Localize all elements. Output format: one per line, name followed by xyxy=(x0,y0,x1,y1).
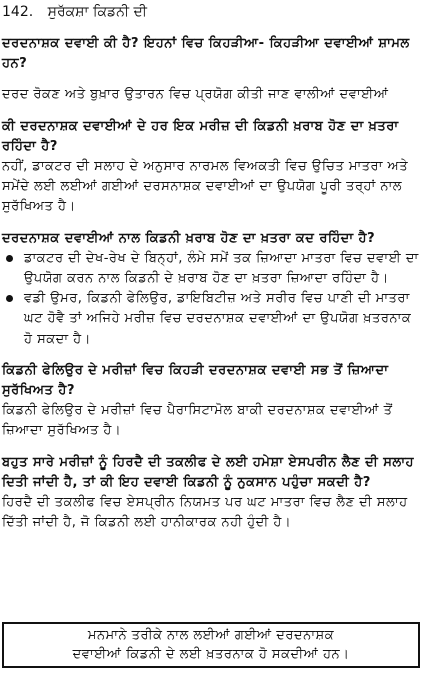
question-1: ਦਰਦਨਾਸ਼ਕ ਦਵਾਈ ਕੀ ਹੈ? ਇਹਨਾਂ ਵਿਚ ਕਿਹੜੀਆ- ਕਿਹੜੀਆ ਦਵਾਈਆਂ ਸ਼ਾਮਲ ਹਨ? xyxy=(2,36,410,72)
callout-line-2: ਦਵਾਈਆਂ ਕਿਡਨੀ ਦੇ ਲਈ ਖ਼ਤਰਨਾਕ ਹੋ ਸਕਦੀਆਂ ਹਨ। xyxy=(72,647,350,662)
list-item xyxy=(2,249,424,289)
page-number: 142. xyxy=(2,4,34,20)
list-item-text: ਡਾਕਟਰ ਦੀ ਦੇਖ-ਰੇਖ ਦੇ ਬਿਨ੍ਹਾਂ, ਲੰਮੇ ਸਮੇਂ ਤਕ ਜ਼ਿਆਦਾ ਮਾਤਰਾ ਵਿਚ ਦਵਾਈ ਦਾ ਉਪਯੋਗ ਕਰਨ ਨਾਲ ਕਿਡਨੀ ਦੇ ਖ਼ਰਾਬ ਹੋਣ ਦਾ ਖ਼ਤਰਾ ਜ਼ਿਆਦਾ ਰਹਿੰਦਾ ਹੈ। xyxy=(24,250,419,287)
running-title: ਸੁਰੱਕਸ਼ਾ ਕਿਡਨੀ ਦੀ xyxy=(47,4,148,20)
question-4: ਕਿਡਨੀ ਫੇਲਿਉਰ ਦੇ ਮਰੀਜ਼ਾਂ ਵਿਚ ਕਿਹੜੀ ਦਰਦਨਾਸ਼ਕ ਦਵਾਈ ਸਭ ਤੋਂ ਜ਼ਿਆਦਾ ਸੁਰੱਖਿਅਤ ਹੈ? xyxy=(2,362,389,399)
page-header xyxy=(2,2,422,22)
bullet-icon xyxy=(6,295,13,302)
bullet-icon xyxy=(6,255,13,262)
list-item xyxy=(2,289,424,350)
page-body xyxy=(2,34,424,533)
callout-line-1: ਮਨਮਾਨੇ ਤਰੀਕੇ ਨਾਲ ਲਈਆਂ ਗਈਆਂ ਦਰਦਨਾਸ਼ਕ xyxy=(87,628,335,643)
answer-1: ਦਰਦ ਰੋਕਣ ਅਤੇ ਬੁਖ਼ਾਰ ਉਤਾਰਨ ਵਿਚ ਪ੍ਰਯੋਗ ਕੀਤੀ ਜਾਣ ਵਾਲੀਆਂ ਦਵਾਈਆਂ xyxy=(2,87,389,103)
question-2: ਕੀ ਦਰਦਨਾਸ਼ਕ ਦਵਾਈਆਂ ਦੇ ਹਰ ਇਕ ਮਰੀਜ਼ ਦੀ ਕਿਡਨੀ ਖ਼ਰਾਬ ਹੋਣ ਦਾ ਖ਼ਤਰਾ ਰਹਿੰਦਾ ਹੈ? xyxy=(2,118,399,154)
risk-list xyxy=(2,249,424,350)
callout-box xyxy=(2,622,420,668)
answer-4: ਕਿਡਨੀ ਫੇਲਿਉਰ ਦੇ ਮਰੀਜ਼ਾਂ ਵਿਚ ਪੈਰਾਸਿਟਾਮੋਲ ਬਾਕੀ ਦਰਦਨਾਸ਼ਕ ਦਵਾਈਆਂ ਤੋਂ ਜ਼ਿਆਦਾ ਸੁਰੱਖਿਅਤ ਹੈ। xyxy=(2,403,393,439)
answer-5: ਹਿਰਦੈ ਦੀ ਤਕਲੀਫ ਵਿਚ ਏਸਪ੍ਰੀਨ ਨਿਯਮਤ ਪਰ ਘਟ ਮਾਤਰਾ ਵਿਚ ਲੈਣ ਦੀ ਸਲਾਹ ਦਿੱਤੀ ਜਾਂਦੀ ਹੈ, ਜੋ ਕਿਡਨੀ ਲਈ ਹਾਨੀਕਾਰਕ ਨਹੀ ਹੁੰਦੀ ਹੈ। xyxy=(2,495,408,531)
question-5: ਬਹੁਤ ਸਾਰੇ ਮਰੀਜ਼ਾਂ ਨੂੰ ਹਿਰਦੈ ਦੀ ਤਕਲੀਫ ਦੇ ਲਈ ਹਮੇਸ਼ਾ ਏਸਪਰੀਨ ਲੈਣ ਦੀ ਸਲਾਹ ਦਿਤੀ ਜਾਂਦੀ ਹੈ, ਤਾਂ ਕੀ ਇਹ ਦਵਾਈ ਕਿਡਨੀ ਨੂੰ ਨੁਕਸਾਨ ਪਹੁੰਚਾ ਸਕਦੀ ਹੈ? xyxy=(2,454,415,490)
question-3: ਦਰਦਨਾਸ਼ਕ ਦਵਾਈਆਂ ਨਾਲ ਕਿਡਨੀ ਖ਼ਰਾਬ ਹੋਣ ਦਾ ਖ਼ਤਰਾ ਕਦ ਰਹਿੰਦਾ ਹੈ? xyxy=(2,230,376,246)
list-item-text: ਵਡੀ ਉਮਰ, ਕਿਡਨੀ ਫੇਲਿਉਰ, ਡਾਇਬਿਟੀਜ਼ ਅਤੇ ਸਰੀਰ ਵਿਚ ਪਾਣੀ ਦੀ ਮਾਤਰਾ ਘਟ ਹੋਵੈ ਤਾਂ ਅਜਿਹੇ ਮਰੀਜ਼ ਵਿਚ ਦਰਦਨਾਸ਼ਕ ਦਵਾਈਆਂ ਦਾ ਉਪਯੋਗ ਖ਼ਤਰਨਾਕ ਹੋ ਸਕਦਾ ਹੈ। xyxy=(24,291,412,347)
answer-2: ਨਹੀਂ, ਡਾਕਟਰ ਦੀ ਸਲਾਹ ਦੇ ਅਨੁਸਾਰ ਨਾਰਮਲ ਵਿਅਕਤੀ ਵਿਚ ਉਚਿਤ ਮਾਤਰਾ ਅਤੇ ਸਮੇਂਦੇ ਲਈ ਲਈਆਂ ਗਈਆਂ ਦਰਸਨਾਸ਼ਕ ਦਵਾਈਆਂ ਦਾ ਉਪਯੋਗ ਪੂਰੀ ਤਰ੍ਹਾਂ ਨਾਲ ਸੁਰੱਖਿਅਤ ਹੈ। xyxy=(2,159,409,215)
